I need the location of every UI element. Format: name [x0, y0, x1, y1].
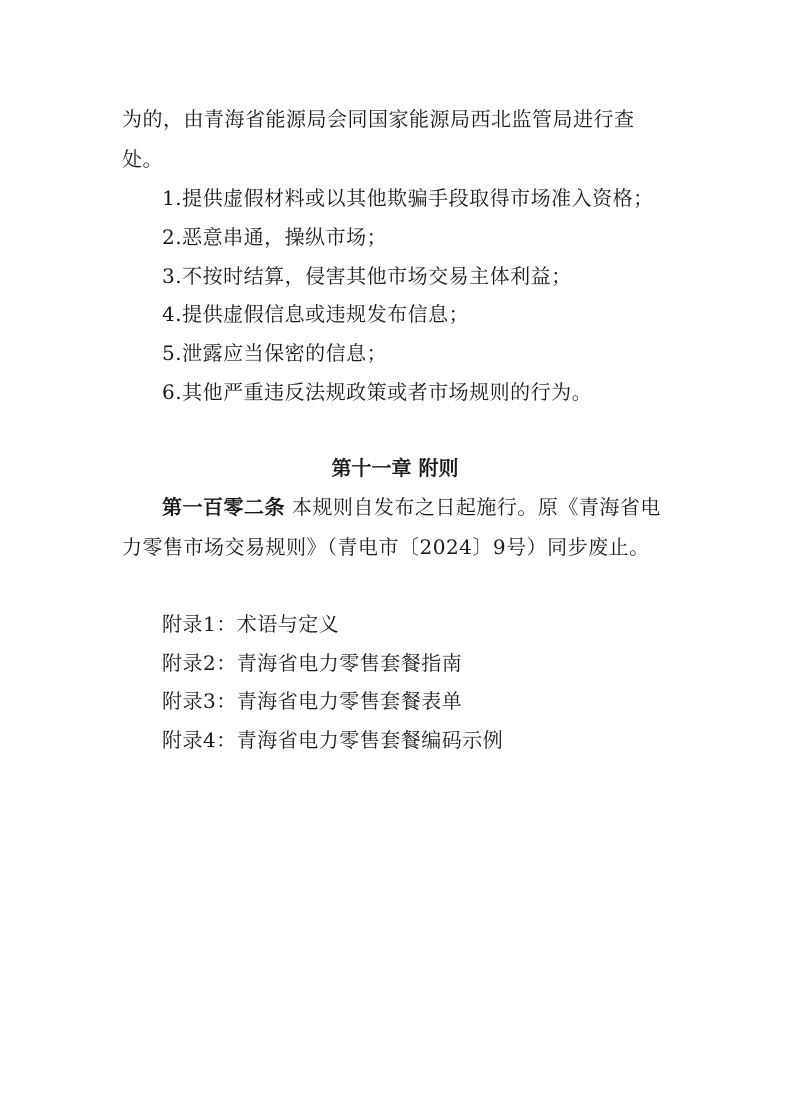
article-line-2: 力零售市场交易规则》（青电市〔2024〕9号）同步废止。: [122, 535, 650, 559]
list-item: 3.不按时结算，侵害其他市场交易主体利益；: [162, 264, 572, 288]
list-item: 1.提供虚假材料或以其他欺骗手段取得市场准入资格；: [162, 186, 654, 210]
list-item: 5.泄露应当保密的信息；: [162, 341, 388, 365]
appendix-item: 附录4：青海省电力零售套餐编码示例: [162, 728, 504, 752]
list-item: 4.提供虚假信息或违规发布信息；: [162, 302, 470, 326]
article-text-1: 本规则自发布之日起施行。原《青海省电: [285, 495, 661, 519]
appendix-item: 附录2：青海省电力零售套餐指南: [162, 651, 463, 675]
chapter-title: 第十一章 附则: [331, 456, 459, 480]
article-line-1: [162, 493, 661, 521]
appendix-item: 附录3：青海省电力零售套餐表单: [162, 689, 463, 713]
continuation-line-2: 处。: [122, 147, 163, 171]
appendix-item: 附录1：术语与定义: [162, 612, 340, 636]
list-item: 6.其他严重违反法规政策或者市场规则的行为。: [162, 380, 593, 404]
continuation-line-1: 为的，由青海省能源局会同国家能源局西北监管局进行查: [122, 107, 635, 131]
list-item: 2.恶意串通，操纵市场；: [162, 225, 388, 249]
article-label: 第一百零二条: [162, 495, 285, 519]
